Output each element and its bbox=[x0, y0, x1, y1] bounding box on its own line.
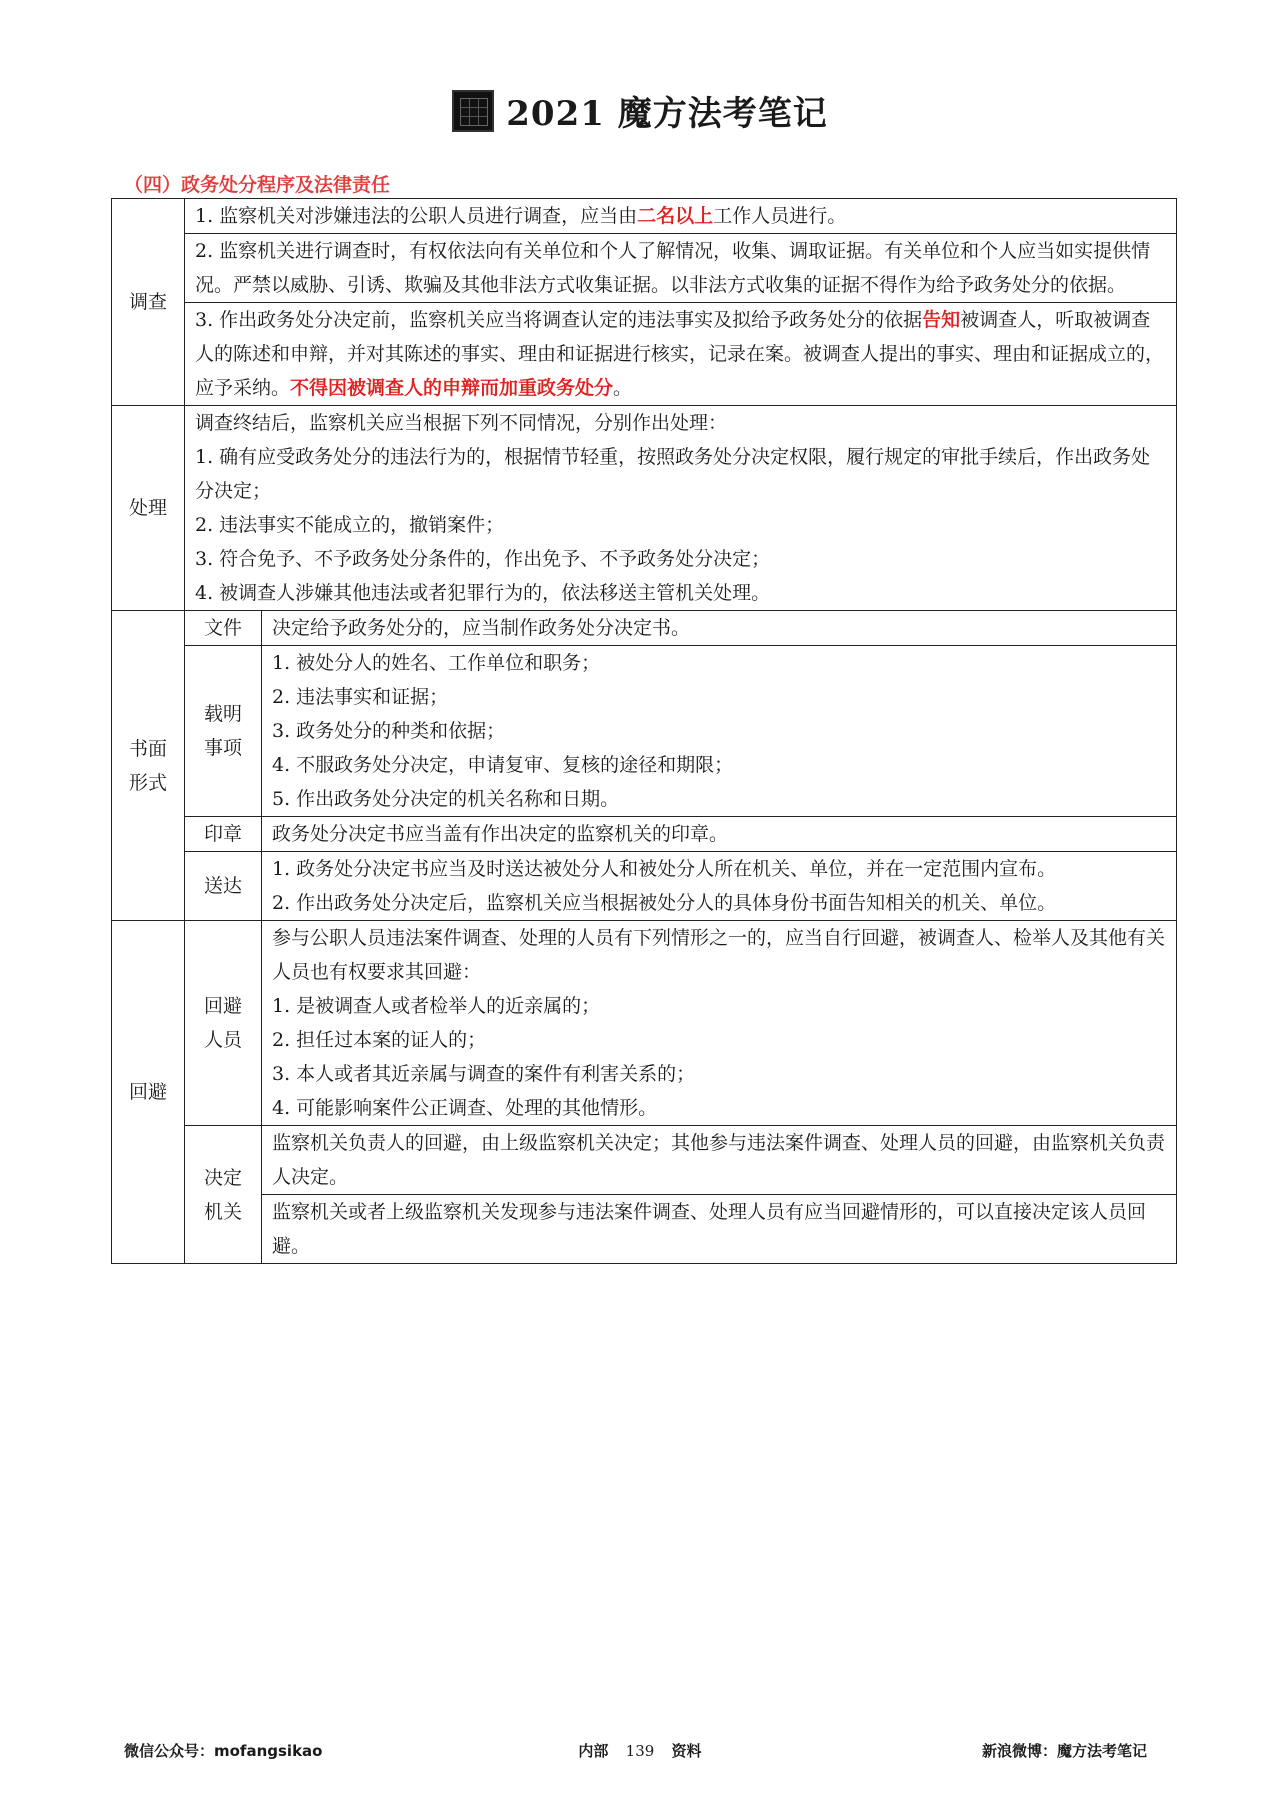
recusal-line: 4. 可能影响案件公正调查、处理的其他情形。 bbox=[272, 1097, 658, 1119]
investigation-item-2: 2. 监察机关进行调查时，有权依法向有关单位和个人了解情况，收集、调取证据。有关单位和个人应当如实提供情况。严禁以威胁、引诱、欺骗及其他非法方式收集证据。以非法方式收集的证据不得作为给予政务处分的依据。 bbox=[185, 234, 1177, 303]
items-line: 4. 不服政务处分决定，申请复审、复核的途径和期限； bbox=[272, 754, 734, 776]
footer-wechat: 微信公众号：mofangsikao bbox=[124, 1742, 323, 1760]
authority-text-2: 监察机关或者上级监察机关发现参与违法案件调查、处理人员有应当回避情形的，可以直接决定该人员回避。 bbox=[262, 1195, 1177, 1264]
recusal-authority-row-1 bbox=[112, 1126, 1177, 1195]
subcategory-document: 文件 bbox=[185, 611, 262, 646]
text-segment: 被调查人，听取被调查人的陈述和申辩，并对其陈述的事实、理由和证据进行核实，记录在案。被调查人提出的事实、理由和证据成立的，应予采纳。 bbox=[195, 309, 1165, 399]
recusal-persons-row bbox=[112, 921, 1177, 1126]
delivery-line: 2. 作出政务处分决定后，监察机关应当根据被处分人的具体身份书面告知相关的机关、单位。 bbox=[272, 892, 1057, 914]
text-segment: 3. 作出政务处分决定前，监察机关应当将调查认定的违法事实及拟给予政务处分的依据 bbox=[195, 309, 923, 331]
recusal-line: 1. 是被调查人或者检举人的近亲属的； bbox=[272, 995, 601, 1017]
recusal-persons-content bbox=[262, 921, 1177, 1126]
highlight-text: 二名以上 bbox=[637, 205, 714, 227]
handling-row bbox=[112, 406, 1177, 611]
page-number: 139 bbox=[625, 1742, 655, 1760]
recusal-line: 2. 担任过本案的证人的； bbox=[272, 1029, 487, 1051]
text-segment: 1. 监察机关对涉嫌违法的公职人员进行调查，应当由 bbox=[195, 205, 638, 227]
subcategory-seal: 印章 bbox=[185, 817, 262, 852]
items-line: 3. 政务处分的种类和依据； bbox=[272, 720, 506, 742]
written-form-document-row bbox=[112, 611, 1177, 646]
subcategory-items: 载明事项 bbox=[185, 646, 262, 817]
handling-line: 4. 被调查人涉嫌其他违法或者犯罪行为的，依法移送主管机关处理。 bbox=[195, 582, 771, 604]
items-line: 1. 被处分人的姓名、工作单位和职务； bbox=[272, 652, 601, 674]
recusal-line: 参与公职人员违法案件调查、处理的人员有下列情形之一的，应当自行回避，被调查人、检举人及其他有关人员也有权要求其回避： bbox=[272, 927, 1166, 983]
items-content bbox=[262, 646, 1177, 817]
investigation-row-1 bbox=[112, 199, 1177, 234]
written-form-items-row bbox=[112, 646, 1177, 817]
highlight-text: 不得因被调查人的申辩而加重政务处分 bbox=[290, 377, 614, 399]
category-handling: 处理 bbox=[112, 406, 185, 611]
subcategory-delivery: 送达 bbox=[185, 852, 262, 921]
subcategory-recusal-persons: 回避人员 bbox=[185, 921, 262, 1126]
highlight-text: 告知 bbox=[922, 309, 961, 331]
handling-line: 2. 违法事实不能成立的，撤销案件； bbox=[195, 514, 505, 536]
section-title: （四）政务处分程序及法律责任 bbox=[124, 174, 391, 196]
document-text: 决定给予政务处分的，应当制作政务处分决定书。 bbox=[262, 611, 1177, 646]
handling-content bbox=[185, 406, 1177, 611]
delivery-content bbox=[262, 852, 1177, 921]
footer-material: 资料 bbox=[671, 1742, 702, 1760]
category-recusal: 回避 bbox=[112, 921, 185, 1264]
investigation-item-1 bbox=[185, 199, 1177, 234]
footer-weibo: 新浪微博：魔方法考笔记 bbox=[981, 1742, 1147, 1760]
text-segment: 。 bbox=[613, 377, 633, 399]
rubiks-cube-icon bbox=[452, 90, 494, 132]
text-segment: 工作人员进行。 bbox=[713, 205, 847, 227]
handling-line: 1. 确有应受政务处分的违法行为的，根据情节轻重，按照政务处分决定权限，履行规定的审批手续后，作出政务处分决定； bbox=[195, 446, 1151, 502]
recusal-line: 3. 本人或者其近亲属与调查的案件有利害关系的； bbox=[272, 1063, 696, 1085]
procedure-table bbox=[111, 198, 1177, 1264]
authority-text-1: 监察机关负责人的回避，由上级监察机关决定；其他参与违法案件调查、处理人员的回避，由监察机关负责人决定。 bbox=[262, 1126, 1177, 1195]
page-header bbox=[0, 86, 1280, 136]
delivery-line: 1. 政务处分决定书应当及时送达被处分人和被处分人所在机关、单位，并在一定范围内宣布。 bbox=[272, 858, 1057, 880]
investigation-row-2 bbox=[112, 234, 1177, 303]
subcategory-decision-authority: 决定机关 bbox=[185, 1126, 262, 1264]
category-written-form: 书面形式 bbox=[112, 611, 185, 921]
handling-line: 调查终结后，监察机关应当根据下列不同情况，分别作出处理： bbox=[195, 412, 728, 434]
handling-line: 3. 符合免予、不予政务处分条件的，作出免予、不予政务处分决定； bbox=[195, 548, 771, 570]
investigation-row-3 bbox=[112, 303, 1177, 406]
document-title: 2021 魔方法考笔记 bbox=[506, 94, 828, 134]
recusal-authority-row-2 bbox=[112, 1195, 1177, 1264]
items-line: 2. 违法事实和证据； bbox=[272, 686, 449, 708]
footer-center bbox=[560, 1740, 720, 1761]
written-form-seal-row bbox=[112, 817, 1177, 852]
investigation-item-3 bbox=[185, 303, 1177, 406]
category-investigation: 调查 bbox=[112, 199, 185, 406]
items-line: 5. 作出政务处分决定的机关名称和日期。 bbox=[272, 788, 620, 810]
seal-text: 政务处分决定书应当盖有作出决定的监察机关的印章。 bbox=[262, 817, 1177, 852]
written-form-delivery-row bbox=[112, 852, 1177, 921]
footer-internal: 内部 bbox=[578, 1742, 609, 1760]
